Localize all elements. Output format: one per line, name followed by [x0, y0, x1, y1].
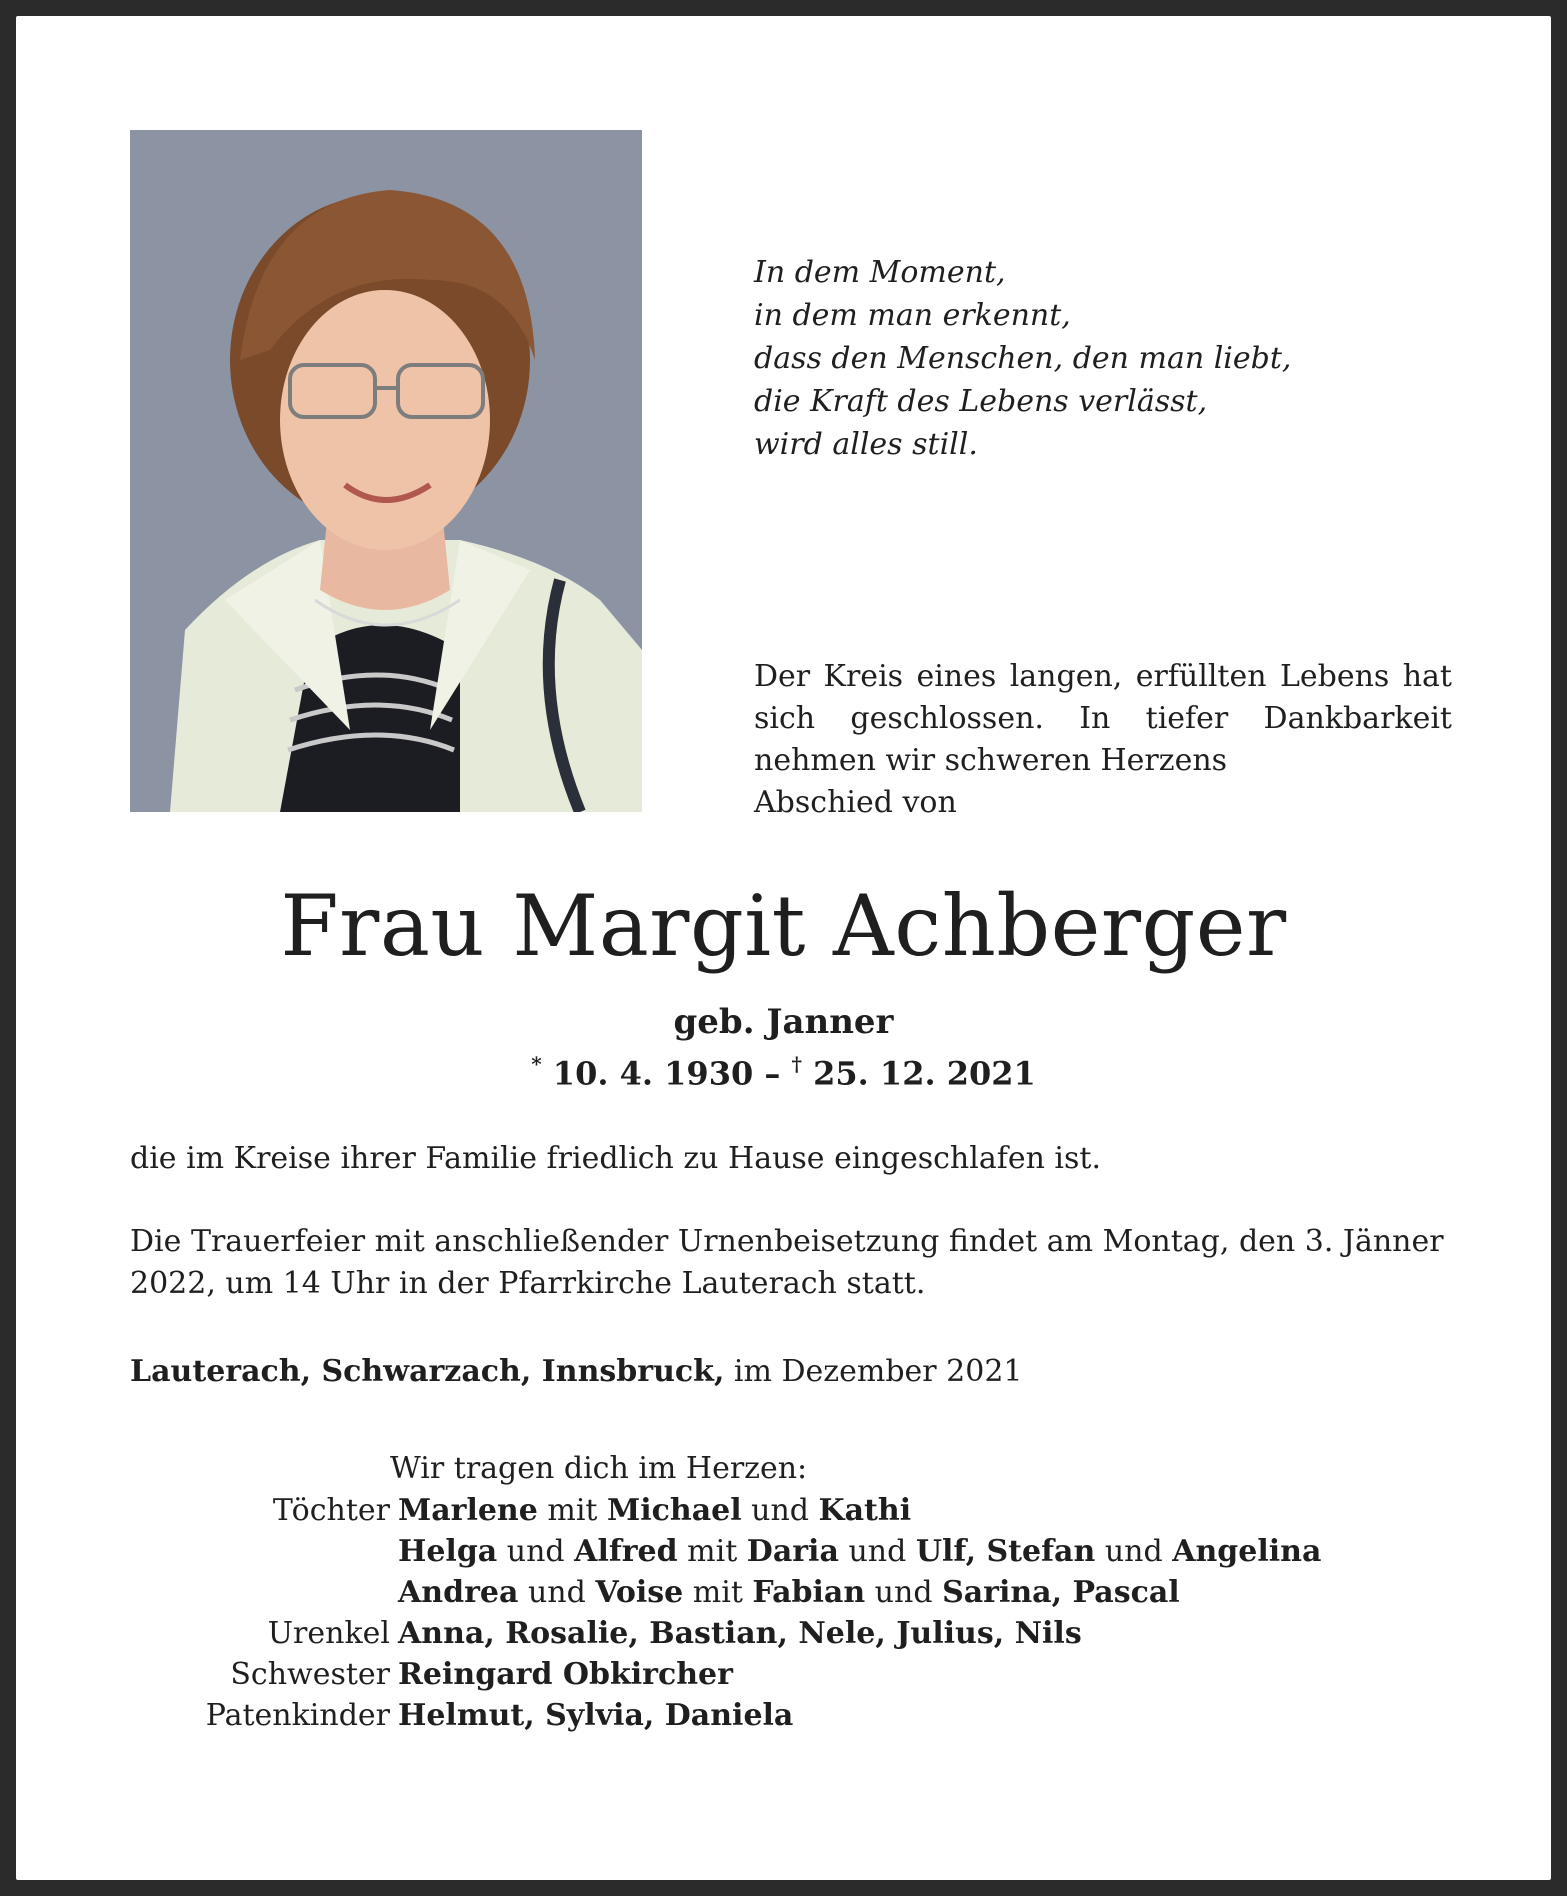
family-names: Helga und Alfred mit Daria und Ulf, Stefan und Angelina [398, 1534, 1322, 1569]
family-list [130, 1490, 1460, 1736]
ceremony-text: Die Trauerfeier mit anschließender Urnenbeisetzung findet am Montag, den 3. Jänner 2022, um 14 Uhr in der Pfarrkirche Lauterach statt. [130, 1224, 1444, 1301]
intro-body: Der Kreis eines langen, erfüllten Lebens hat sich geschlossen. In tiefer Dankbarkeit nehmen wir schweren Herzens [754, 659, 1452, 778]
birth-symbol: * [531, 1052, 542, 1076]
family-row [130, 1531, 1460, 1572]
place-date-line [130, 1351, 1452, 1393]
poem-line: In dem Moment, [754, 255, 1006, 290]
intro-text [754, 656, 1452, 824]
poem [754, 251, 1291, 466]
family-row [130, 1613, 1460, 1654]
portrait-illustration [130, 130, 642, 812]
poem-line: wird alles still. [754, 427, 978, 462]
portrait-photo [130, 130, 642, 812]
relation-label: Patenkinder [205, 1698, 390, 1733]
birth-date: 10. 4. 1930 [552, 1054, 754, 1093]
family-names: Marlene mit Michael und Kathi [398, 1493, 912, 1528]
family-names: Reingard Obkircher [398, 1657, 733, 1692]
life-dates [16, 1043, 1551, 1097]
death-symbol: † [791, 1052, 802, 1076]
family-row [130, 1490, 1460, 1531]
family-row [130, 1695, 1460, 1736]
poem-line: dass den Menschen, den man liebt, [754, 341, 1292, 376]
relation-label: Schwester [230, 1657, 390, 1692]
deceased-name: Frau Margit Achberger [280, 877, 1287, 975]
death-date: 25. 12. 2021 [813, 1054, 1036, 1093]
carry-heading: Wir tragen dich im Herzen: [390, 1451, 808, 1486]
relation-label: Töchter [272, 1493, 390, 1528]
family-row [130, 1654, 1460, 1695]
family-names: Helmut, Sylvia, Daniela [398, 1698, 794, 1733]
relation-label: Urenkel [267, 1616, 390, 1651]
family-row [130, 1572, 1460, 1613]
family-names: Anna, Rosalie, Bastian, Nele, Julius, Nils [398, 1616, 1082, 1651]
obituary-page [16, 16, 1551, 1880]
place-towns: Lauterach, Schwarzach, Innsbruck, [130, 1354, 725, 1389]
place-date: im Dezember 2021 [724, 1354, 1023, 1389]
asleep-text: die im Kreise ihrer Familie friedlich zu Hause eingeschlafen ist. [130, 1141, 1102, 1176]
poem-line: die Kraft des Lebens verlässt, [754, 384, 1208, 419]
relation-label-empty [130, 1531, 398, 1572]
date-dash: – [764, 1054, 781, 1093]
family-names: Andrea und Voise mit Fabian und Sarina, Pascal [398, 1575, 1180, 1610]
intro-last-line: Abschied von [754, 785, 957, 820]
relation-label-empty [130, 1572, 398, 1613]
maiden-name: geb. Janner [673, 1002, 894, 1042]
poem-line: in dem man erkennt, [754, 298, 1071, 333]
